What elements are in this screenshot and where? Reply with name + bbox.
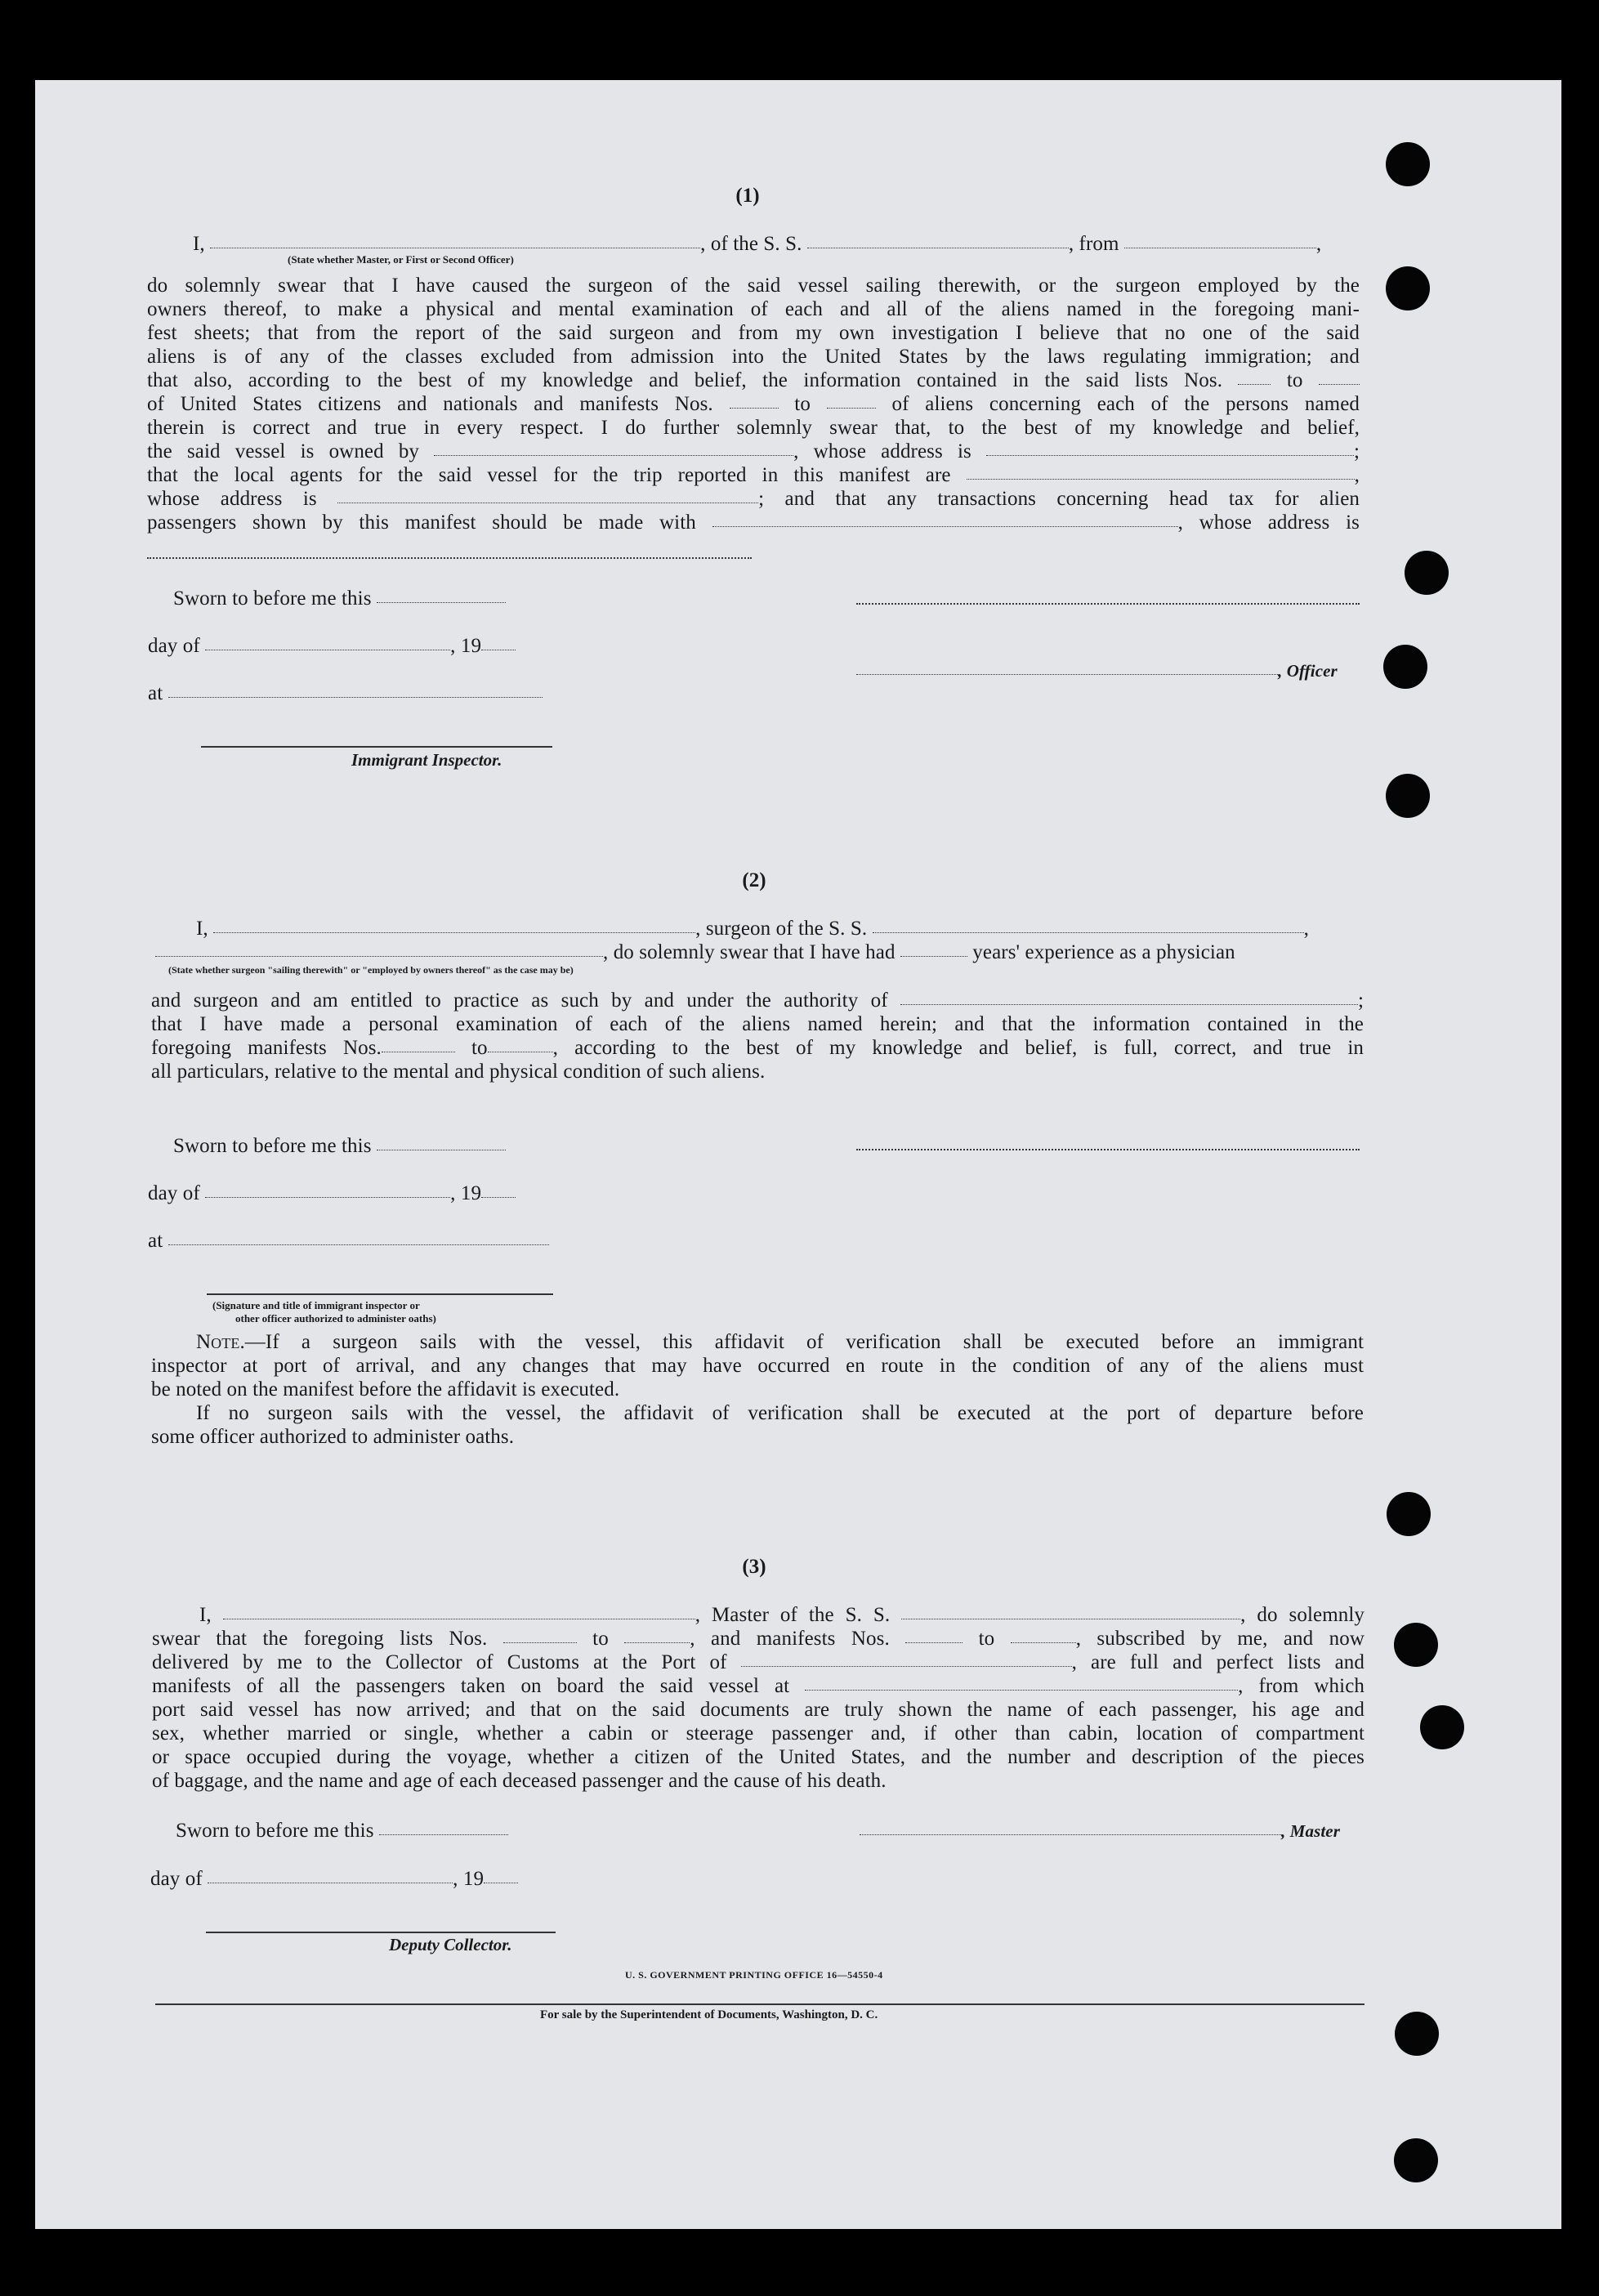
- deputy-collector-label: Deputy Collector.: [389, 1935, 512, 1954]
- at-label: at: [148, 1229, 549, 1253]
- day-of-label: day of , 19: [148, 634, 516, 658]
- body-line: aliens is of any of the classes excluded from admission into the United States by the laws regulating immigration; and: [147, 346, 1360, 368]
- port-line: delivered by me to the Collector of Customs at the Port of , are full and perfect lists and: [152, 1651, 1365, 1673]
- master-label: , Master: [1281, 1821, 1340, 1841]
- authority-line: and surgeon and am entitled to practice as such by and under the authority of ;: [151, 989, 1364, 1012]
- body-line: owners thereof, to make a physical and mental examination of each and all of the aliens named in the foregoing mani-: [147, 298, 1360, 320]
- body-line: fest sheets; that from the report of the said surgeon and from my own investigation I believe that no one of the said: [147, 322, 1360, 344]
- inspector-signature-line: [201, 746, 552, 748]
- binder-hole-4: [1383, 645, 1427, 689]
- binder-hole-3: [1405, 551, 1449, 595]
- address-blank: [147, 557, 752, 559]
- gpo-imprint: U. S. GOVERNMENT PRINTING OFFICE 16—54550-4: [625, 1969, 883, 1981]
- body-line: all particulars, relative to the mental and physical condition of such aliens.: [151, 1061, 766, 1083]
- sworn-label: Sworn to before me this: [176, 1819, 508, 1843]
- agents-line: that the local agents for the said vessel for the trip reported in this manifest are ,: [147, 464, 1360, 486]
- section-2-heading: (2): [742, 869, 766, 891]
- binder-hole-10: [1394, 2138, 1438, 2182]
- immigrant-inspector-label: Immigrant Inspector.: [351, 750, 502, 770]
- lists-nos-line: that also, according to the best of my knowledge and belief, the information contained in the said lists Nos. to: [147, 369, 1360, 392]
- lists-line: swear that the foregoing lists Nos. to , and manifests Nos. to , subscribed by me, and now: [152, 1628, 1365, 1650]
- signature-hint-line-1: (Signature and title of immigrant inspector or: [212, 1299, 420, 1311]
- binder-hole-8: [1420, 1705, 1464, 1749]
- officer-signature-line: [856, 659, 1338, 683]
- sale-notice: For sale by the Superintendent of Documents, Washington, D. C.: [540, 2008, 878, 2021]
- body-line: sex, whether married or single, whether a cabin or steerage passenger and, if other than cabin, location of compartment: [152, 1722, 1365, 1744]
- section-1-body: [147, 274, 1360, 534]
- note-line: some officer authorized to administer oaths.: [151, 1426, 515, 1448]
- note-lead: Note.: [196, 1331, 245, 1353]
- head-tax-line: passengers shown by this manifest should be made with , whose address is: [147, 511, 1360, 534]
- day-of-label: day of , 19: [150, 1867, 518, 1891]
- sworn-label: Sworn to before me this: [173, 1134, 506, 1158]
- body-line: port said vessel has now arrived; and that on the said documents are truly shown the name of each passenger, his age and: [152, 1699, 1365, 1721]
- note-line: inspector at port of arrival, and any changes that may have occurred en route in the condition of any of the aliens must: [151, 1355, 1364, 1377]
- body-line: do solemnly swear that I have caused the surgeon of the said vessel sailing therewith, or the surgeon employed by the: [147, 275, 1360, 297]
- surgeon-oath-line: I, , surgeon of the S. S. ,: [196, 918, 1309, 940]
- binder-hole-5: [1386, 774, 1430, 818]
- binder-hole-6: [1387, 1492, 1431, 1536]
- master-rank-hint: (State whether Master, or First or Second Officer): [288, 253, 514, 266]
- section-3-body: [152, 1603, 1365, 1793]
- inspector-signature-line: [207, 1293, 553, 1295]
- surgeon-manifest-nos-line: foregoing manifests Nos. to , according to the best of my knowledge and belief, is full, correct, and true in: [151, 1037, 1364, 1059]
- section-1-heading: (1): [735, 185, 760, 207]
- note-line: If no surgeon sails with the vessel, the affidavit of verification shall be executed at the port of departure before: [196, 1402, 1364, 1424]
- master-line: I, , Master of the S. S. , do solemnly: [199, 1604, 1365, 1626]
- note-line: be noted on the manifest before the affidavit is executed.: [151, 1378, 620, 1400]
- sworn-label: Sworn to before me this: [173, 587, 506, 610]
- surgeon-type-hint: (State whether surgeon "sailing therewith" or "employed by owners thereof" as the case may be): [168, 964, 574, 976]
- agents-address-line: whose address is ; and that any transactions concerning head tax for alien: [147, 488, 1360, 510]
- note-line: Note.—If a surgeon sails with the vessel, this affidavit of verification shall be executed before an immigrant: [196, 1331, 1364, 1353]
- owner-line: the said vessel is owned by , whose address is ;: [147, 440, 1360, 462]
- collector-signature-line: [206, 1932, 556, 1933]
- surgeon-signature-line: [856, 1149, 1360, 1150]
- signature-hint-line-2: other officer authorized to administer oaths): [235, 1312, 436, 1324]
- section-2-body: [151, 989, 1364, 1083]
- section-3-heading: (3): [742, 1556, 766, 1578]
- body-line: of baggage, and the name and age of each deceased passenger and the cause of his death.: [152, 1770, 887, 1792]
- binder-hole-2: [1386, 266, 1430, 310]
- master-oath-line: I, , of the S. S. , from ,: [193, 233, 1322, 255]
- manifest-nos-line: of United States citizens and nationals and manifests Nos. to of aliens concerning each of the persons named: [147, 393, 1360, 415]
- officer-label: , Officer: [1278, 661, 1338, 681]
- officer-signature-line-1: [856, 603, 1360, 605]
- note-paragraph: [151, 1330, 1364, 1449]
- footer-rule: [155, 2003, 1365, 2005]
- body-line: that I have made a personal examination of each of the aliens named herein; and that the information contained in the: [151, 1013, 1364, 1035]
- binder-hole-9: [1395, 2012, 1439, 2056]
- body-line: or space occupied during the voyage, whether a citizen of the United States, and the number and description of the pieces: [152, 1746, 1365, 1768]
- experience-line: , do solemnly swear that I have had years' experience as a physician: [155, 940, 1235, 964]
- body-line: therein is correct and true in every respect. I do further solemnly swear that, to the best of my knowledge and belief,: [147, 417, 1360, 439]
- binder-hole-7: [1394, 1623, 1438, 1667]
- at-label: at: [148, 681, 543, 705]
- boarded-line: manifests of all the passengers taken on board the said vessel at , from which: [152, 1675, 1365, 1697]
- master-signature-line: [860, 1819, 1340, 1843]
- day-of-label: day of , 19: [148, 1182, 516, 1205]
- binder-hole-1: [1386, 142, 1430, 186]
